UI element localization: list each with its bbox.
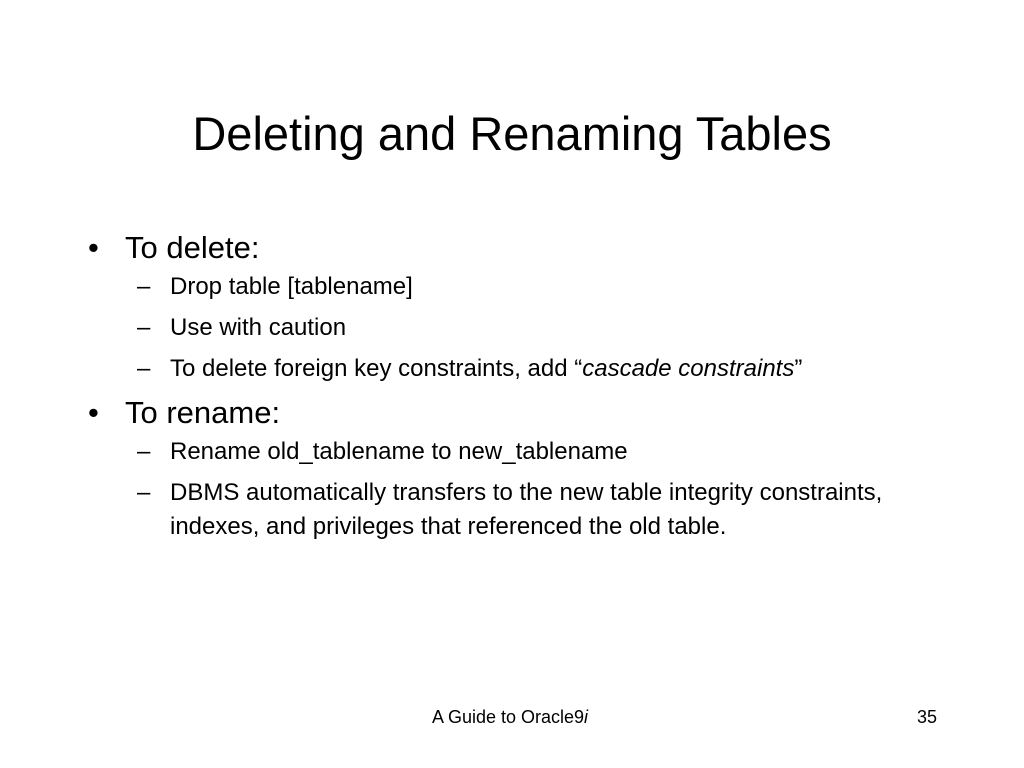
dash-glyph: –	[137, 355, 151, 382]
footer-title	[360, 705, 660, 729]
footer-title-text: A Guide to Oracle9	[431, 707, 585, 727]
dash-glyph: –	[137, 314, 151, 341]
sub-item-text-italic: cascade constraints	[582, 355, 795, 382]
bullet-glyph: •	[88, 230, 99, 265]
page-number: 35	[916, 707, 937, 727]
sub-item	[137, 435, 928, 469]
sub-item	[137, 270, 928, 304]
bullet-text: To delete:	[125, 230, 260, 265]
sub-item	[137, 311, 928, 345]
bullet-text: To rename:	[125, 395, 281, 430]
bullet-glyph: •	[88, 395, 99, 430]
sub-list-delete	[137, 268, 928, 386]
footer-title-italic: i	[584, 707, 589, 727]
bullet-list	[88, 228, 928, 551]
sub-item-text: Drop table [tablename]	[170, 273, 413, 300]
bullet-item-rename	[88, 393, 928, 544]
sub-list-rename	[137, 433, 928, 544]
sub-item-text: Rename old_tablename to new_tablename	[170, 438, 628, 465]
dash-glyph: –	[137, 438, 151, 465]
dash-glyph: –	[137, 273, 151, 300]
dash-glyph: –	[137, 479, 151, 506]
sub-item	[137, 352, 928, 386]
slide-title: Deleting and Renaming Tables	[192, 107, 832, 160]
sub-item-text: Use with caution	[170, 314, 347, 341]
sub-item-text-prefix: To delete foreign key constraints, add “	[170, 355, 583, 382]
sub-item	[137, 476, 928, 544]
sub-item-text: DBMS automatically transfers to the new table integrity constraints, indexes, and privileges that referenced the old table.	[170, 479, 883, 540]
sub-item-text-suffix: ”	[794, 355, 803, 382]
bullet-item-delete	[88, 228, 928, 386]
